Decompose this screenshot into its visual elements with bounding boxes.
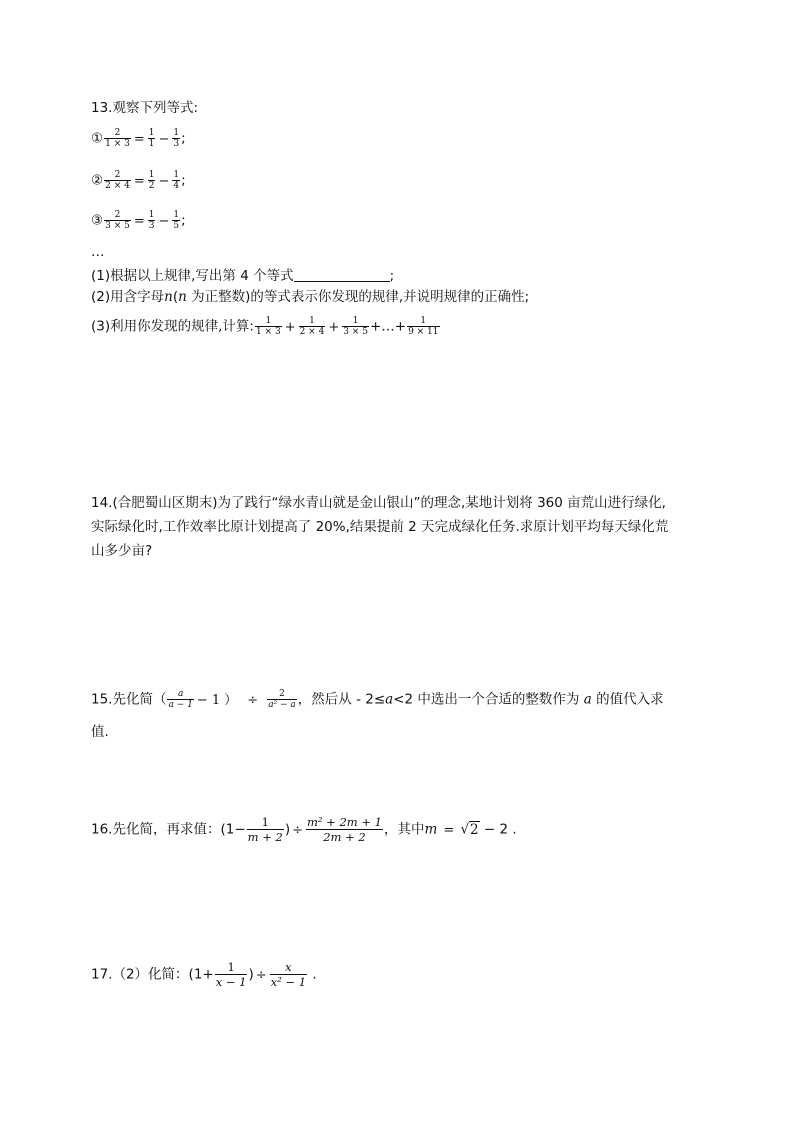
- fraction: $\frac{1}{x - 1}$: [215, 960, 247, 989]
- q13-equation-1: ① $\frac{2}{1 \times 3}$ = $\frac{1}{1}$ − $\frac{1}{3}$ ;: [91, 128, 186, 149]
- circle-number-1: ①: [91, 130, 104, 147]
- fraction: $\frac{1}{2 \times 4}$: [299, 316, 325, 337]
- fraction: $\frac{1}{5}$: [173, 210, 180, 231]
- fraction: $\frac{1}{1}$: [148, 128, 155, 149]
- fraction: $\frac{1}{9 \times 11}$: [408, 316, 439, 337]
- fraction: $\frac{1}{3 \times 5}$: [343, 316, 368, 337]
- q13-part-3: (3)利用你发现的规律,计算: $\frac{1}{1 \times 3}$ + $\frac{1}{2 \times 4}$ + $\frac{1}{3 \times 5}$ +…+ $\frac{1}{9 \times 11}$: [91, 316, 439, 337]
- q13-equation-2: ② $\frac{2}{2 \times 4}$ = $\frac{1}{2}$ − $\frac{1}{4}$ ;: [91, 170, 186, 191]
- q13-title: 13.观察下列等式:: [91, 100, 199, 116]
- fraction: $\frac{1}{3}$: [173, 128, 180, 149]
- fraction: $\frac{1}{4}$: [173, 170, 180, 191]
- q15-line-1: 15.先化简（ $\frac{a}{a - 1}$ − 1 ） ÷ $\frac{2}{\text{a² − a}}$ ，然后从 - 2≤a<2 中选出一个合适的整数作为 a 的值代入求: [91, 689, 664, 710]
- circle-number-3: ③: [91, 212, 104, 229]
- q14-line-2: 实际绿化时,工作效率比原计划提高了 20%,结果提前 2 天完成绿化任务.求原计划平均每天绿化荒: [91, 519, 669, 535]
- fraction: $\frac{1}{1 \times 3}$: [255, 316, 281, 337]
- q14-line-1: 14.(合肥蜀山区期末)为了践行“绿水青山就是金山银山”的理念,某地计划将 360 亩荒山进行绿化,: [91, 495, 666, 511]
- answer-blank[interactable]: [294, 267, 390, 282]
- fraction: $\frac{x}{\text{x² − 1}}$: [270, 960, 307, 989]
- fraction: $\frac{2}{1 \times 3}$: [105, 128, 130, 149]
- q13-part-2: (2)用含字母n(n 为正整数)的等式表示你发现的规律,并说明规律的正确性;: [91, 289, 530, 305]
- fraction: $\frac{1}{3}$: [148, 210, 155, 231]
- fraction: $\frac{\text{m² + 2m + 1}}{2m + 2}$: [307, 815, 382, 844]
- fraction: $\frac{1}{2}$: [148, 170, 155, 191]
- q13-ellipsis: …: [91, 244, 105, 260]
- q17-line: 17.（2）化简：(1+ $\frac{1}{x - 1}$ ) ÷ $\frac{x}{\text{x² − 1}}$ .: [91, 960, 317, 989]
- square-root: √2: [460, 821, 479, 838]
- fraction: $\frac{1}{m + 2}$: [247, 815, 283, 844]
- q16-line: 16.先化简，再求值：(1− $\frac{1}{m + 2}$ ) ÷ $\frac{\text{m² + 2m + 1}}{2m + 2}$ ，其中m = √2 − 2 .: [91, 815, 517, 844]
- q15-line-2: 值.: [91, 724, 109, 740]
- q13-equation-3: ③ $\frac{2}{3 \times 5}$ = $\frac{1}{3}$ − $\frac{1}{5}$ ;: [91, 210, 186, 231]
- q14-line-3: 山多少亩?: [91, 543, 153, 559]
- fraction: $\frac{2}{3 \times 5}$: [105, 210, 130, 231]
- fraction: $\frac{2}{2 \times 4}$: [105, 170, 130, 191]
- fraction: $\frac{a}{a - 1}$: [168, 689, 193, 710]
- circle-number-2: ②: [91, 172, 104, 189]
- q13-part-1: (1)根据以上规律,写出第 4 个等式 ;: [91, 268, 395, 284]
- fraction: $\frac{2}{\text{a² − a}}$: [268, 689, 296, 710]
